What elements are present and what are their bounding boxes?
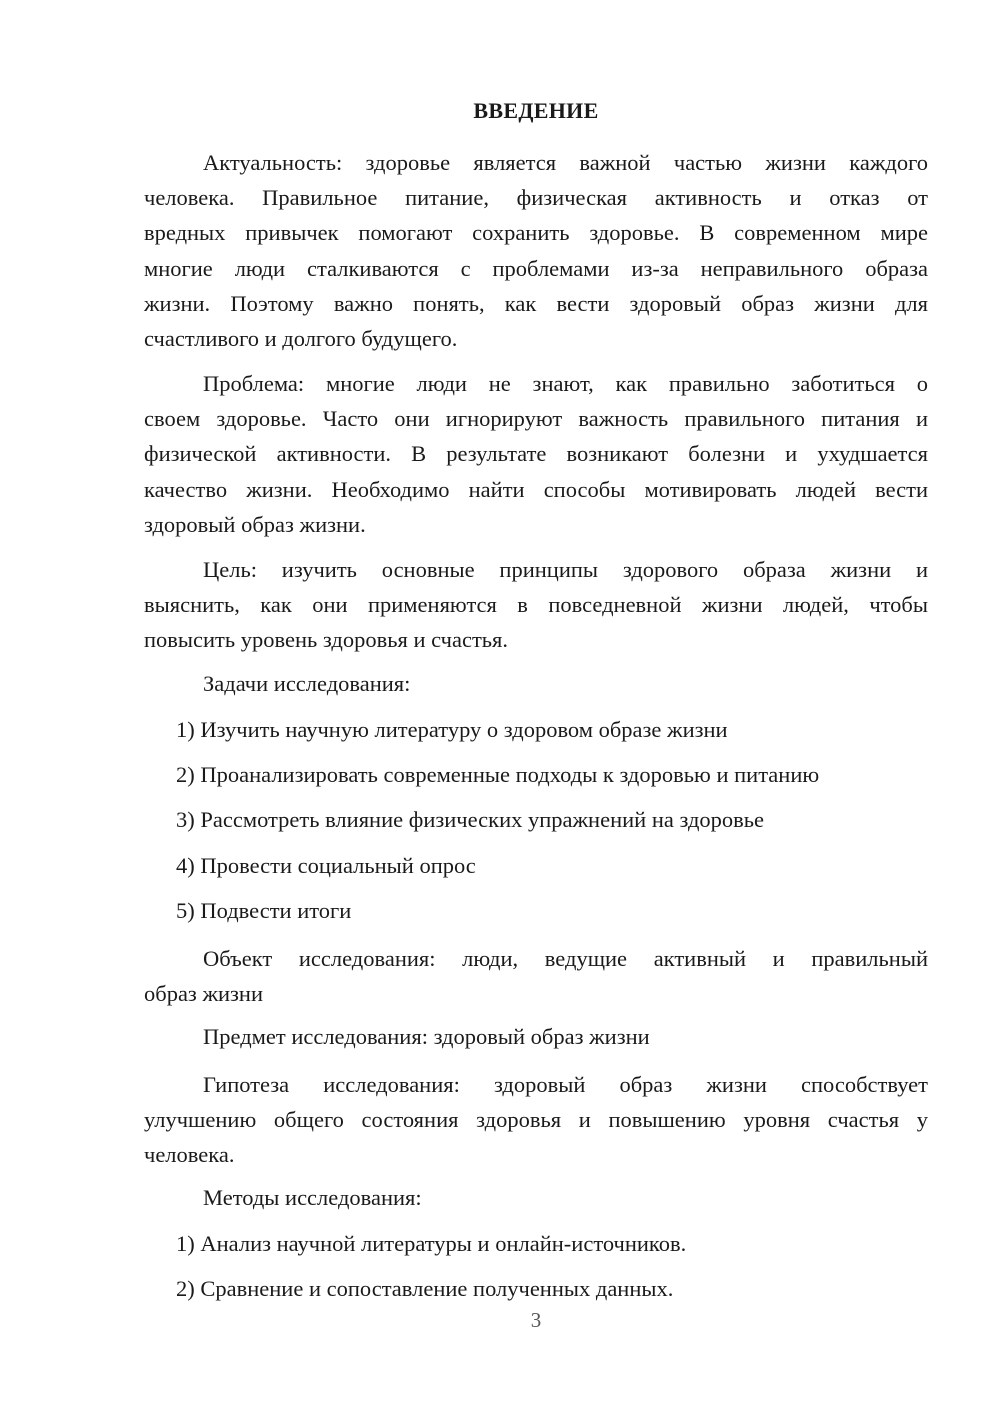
relevance-paragraph	[144, 145, 928, 356]
problem-paragraph	[144, 366, 928, 542]
method-item: 2) Сравнение и сопоставление полученных данных.	[176, 1276, 674, 1301]
relevance-line: Актуальность: здоровье является важной частью жизни каждого	[203, 150, 928, 175]
page-title: ВВЕДЕНИЕ	[473, 98, 599, 123]
task-item: 2) Проанализировать современные подходы к здоровью и питанию	[176, 762, 820, 787]
problem-line: своем здоровье. Часто они игнорируют важность правильного питания и	[144, 406, 928, 432]
goal-line: выяснить, как они применяются в повседневной жизни людей, чтобы	[144, 592, 928, 618]
object-paragraph	[144, 941, 928, 1011]
subject-line: Предмет исследования: здоровый образ жизни	[203, 1024, 650, 1049]
task-item: 4) Провести социальный опрос	[176, 853, 476, 878]
problem-line: качество жизни. Необходимо найти способы мотивировать людей вести	[144, 476, 928, 502]
object-line: Объект исследования: люди, ведущие активный и правильный	[203, 946, 928, 971]
document-page	[144, 0, 928, 1414]
problem-line: здоровый образ жизни.	[144, 511, 366, 537]
goal-line: Цель: изучить основные принципы здорового образа жизни и	[203, 557, 928, 582]
goal-line: повысить уровень здоровья и счастья.	[144, 627, 509, 653]
method-item: 1) Анализ научной литературы и онлайн-источников.	[176, 1231, 687, 1256]
methods-label: Методы исследования:	[203, 1185, 422, 1210]
tasks-label: Задачи исследования:	[203, 671, 411, 696]
task-item: 3) Рассмотреть влияние физических упражнений на здоровье	[176, 807, 765, 832]
goal-paragraph	[144, 552, 928, 658]
hypothesis-line: Гипотеза исследования: здоровый образ жизни способствует	[203, 1072, 928, 1097]
relevance-line: вредных привычек помогают сохранить здоровье. В современном мире	[144, 220, 928, 246]
object-line: образ жизни	[144, 981, 264, 1007]
hypothesis-line: улучшению общего состояния здоровья и повышению уровня счастья у	[144, 1107, 928, 1133]
relevance-line: счастливого и долгого будущего.	[144, 326, 458, 352]
problem-line: Проблема: многие люди не знают, как правильно заботиться о	[203, 371, 928, 396]
problem-line: физической активности. В результате возникают болезни и ухудшается	[144, 441, 928, 467]
relevance-line: жизни. Поэтому важно понять, как вести здоровый образ жизни для	[144, 290, 928, 316]
page-number: 3	[530, 1308, 542, 1332]
hypothesis-paragraph	[144, 1067, 928, 1173]
relevance-line: человека. Правильное питание, физическая активность и отказ от	[144, 185, 928, 211]
hypothesis-line: человека.	[144, 1142, 235, 1168]
task-item: 5) Подвести итоги	[176, 898, 352, 923]
task-item: 1) Изучить научную литературу о здоровом образе жизни	[176, 717, 728, 742]
relevance-line: многие люди сталкиваются с проблемами из-за неправильного образа	[144, 255, 928, 281]
